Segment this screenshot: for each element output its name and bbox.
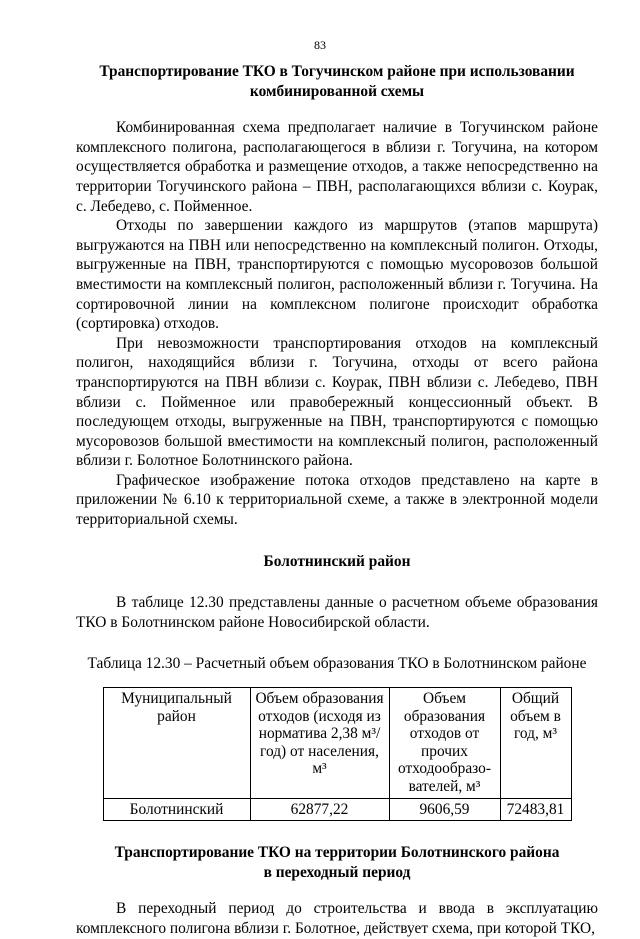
table-cell: 72483,81 bbox=[500, 798, 571, 821]
column-header: Муниципальный район bbox=[103, 688, 250, 799]
section-title-line: комбинированной схемы bbox=[249, 82, 425, 100]
paragraph: При невозможности транспортирования отходов на комплексный полигон, находящийся вблизи г. Тогучина, отходы от всего района транспортируются на ПВН вблизи с. Коурак, ПВН вблизи с. Лебедево, ПВН вблизи с. Пойменное или правобережный концессионный объект. В последующем отходы, выгруженные на ПВН, транспортируются с помощью мусоровозов большой вместимости на комплексный полигон, расположенный вблизи г. Болотное Болотнинского района. bbox=[76, 334, 598, 470]
paragraph: Комбинированная схема предполагает наличие в Тогучинском районе комплексного полигона, располагающегося в вблизи г. Тогучина, на котором осуществляется обработка и размещение отходов, а также непосредственно на территории Тогучинского района – ПВН, располагающихся вблизи с. Коурак, с. Лебедево, с. Пойменное. bbox=[76, 119, 598, 215]
section-title-bolotnoe: Болотнинский район bbox=[263, 552, 411, 570]
column-header: Общий объем в год, м³ bbox=[500, 688, 571, 799]
table-caption: Таблица 12.30 – Расчетный объем образования ТКО в Болотнинском районе bbox=[87, 655, 587, 673]
table-cell: Болотнинский bbox=[103, 798, 250, 821]
waste-volume-table bbox=[103, 687, 572, 821]
section-title-transition bbox=[76, 843, 598, 882]
page-number: 83 bbox=[314, 38, 326, 52]
paragraph: В переходный период до строительства и ввода в эксплуатацию комплексного полигона вблизи г. Болотное, действует схема, при которой ТКО, bbox=[76, 900, 598, 937]
section-title-line: в переходный период bbox=[263, 863, 411, 881]
section-title-line: Транспортирование ТКО на территории Болотнинского района bbox=[114, 844, 560, 862]
page-content bbox=[76, 62, 598, 939]
table-cell: 9606,59 bbox=[389, 798, 500, 821]
section-title-line: Транспортирование ТКО в Тогучинском районе при использовании bbox=[99, 63, 575, 80]
paragraph: В таблице 12.30 представлены данные о расчетном объеме образования ТКО в Болотнинском районе Новосибирской области. bbox=[76, 594, 598, 631]
paragraph: Отходы по завершении каждого из маршрутов (этапов маршрута) выгружаются на ПВН или непосредственно на комплексный полигон. Отходы, выгруженные на ПВН, транспортируются с помощью мусоровозов большой вместимости на комплексный полигон, расположенный вблизи г. Тогучина. На сортировочной линии на комплексном полигоне происходит обработка (сортировка) отходов. bbox=[76, 217, 598, 333]
column-header: Объем образования отходов от прочих отходообразо-вателей, м³ bbox=[389, 688, 500, 799]
column-header: Объем образования отходов (исходя из норматива 2,38 м³/год) от населения, м³ bbox=[250, 688, 389, 799]
section-title-togucha bbox=[76, 62, 598, 101]
paragraph: Графическое изображение потока отходов представлено на карте в приложении № 6.10 к территориальной схеме, а также в электронной модели территориальной схемы. bbox=[76, 471, 598, 529]
table-cell: 62877,22 bbox=[250, 798, 389, 821]
table-header-row bbox=[103, 688, 571, 799]
table-row bbox=[103, 798, 571, 821]
